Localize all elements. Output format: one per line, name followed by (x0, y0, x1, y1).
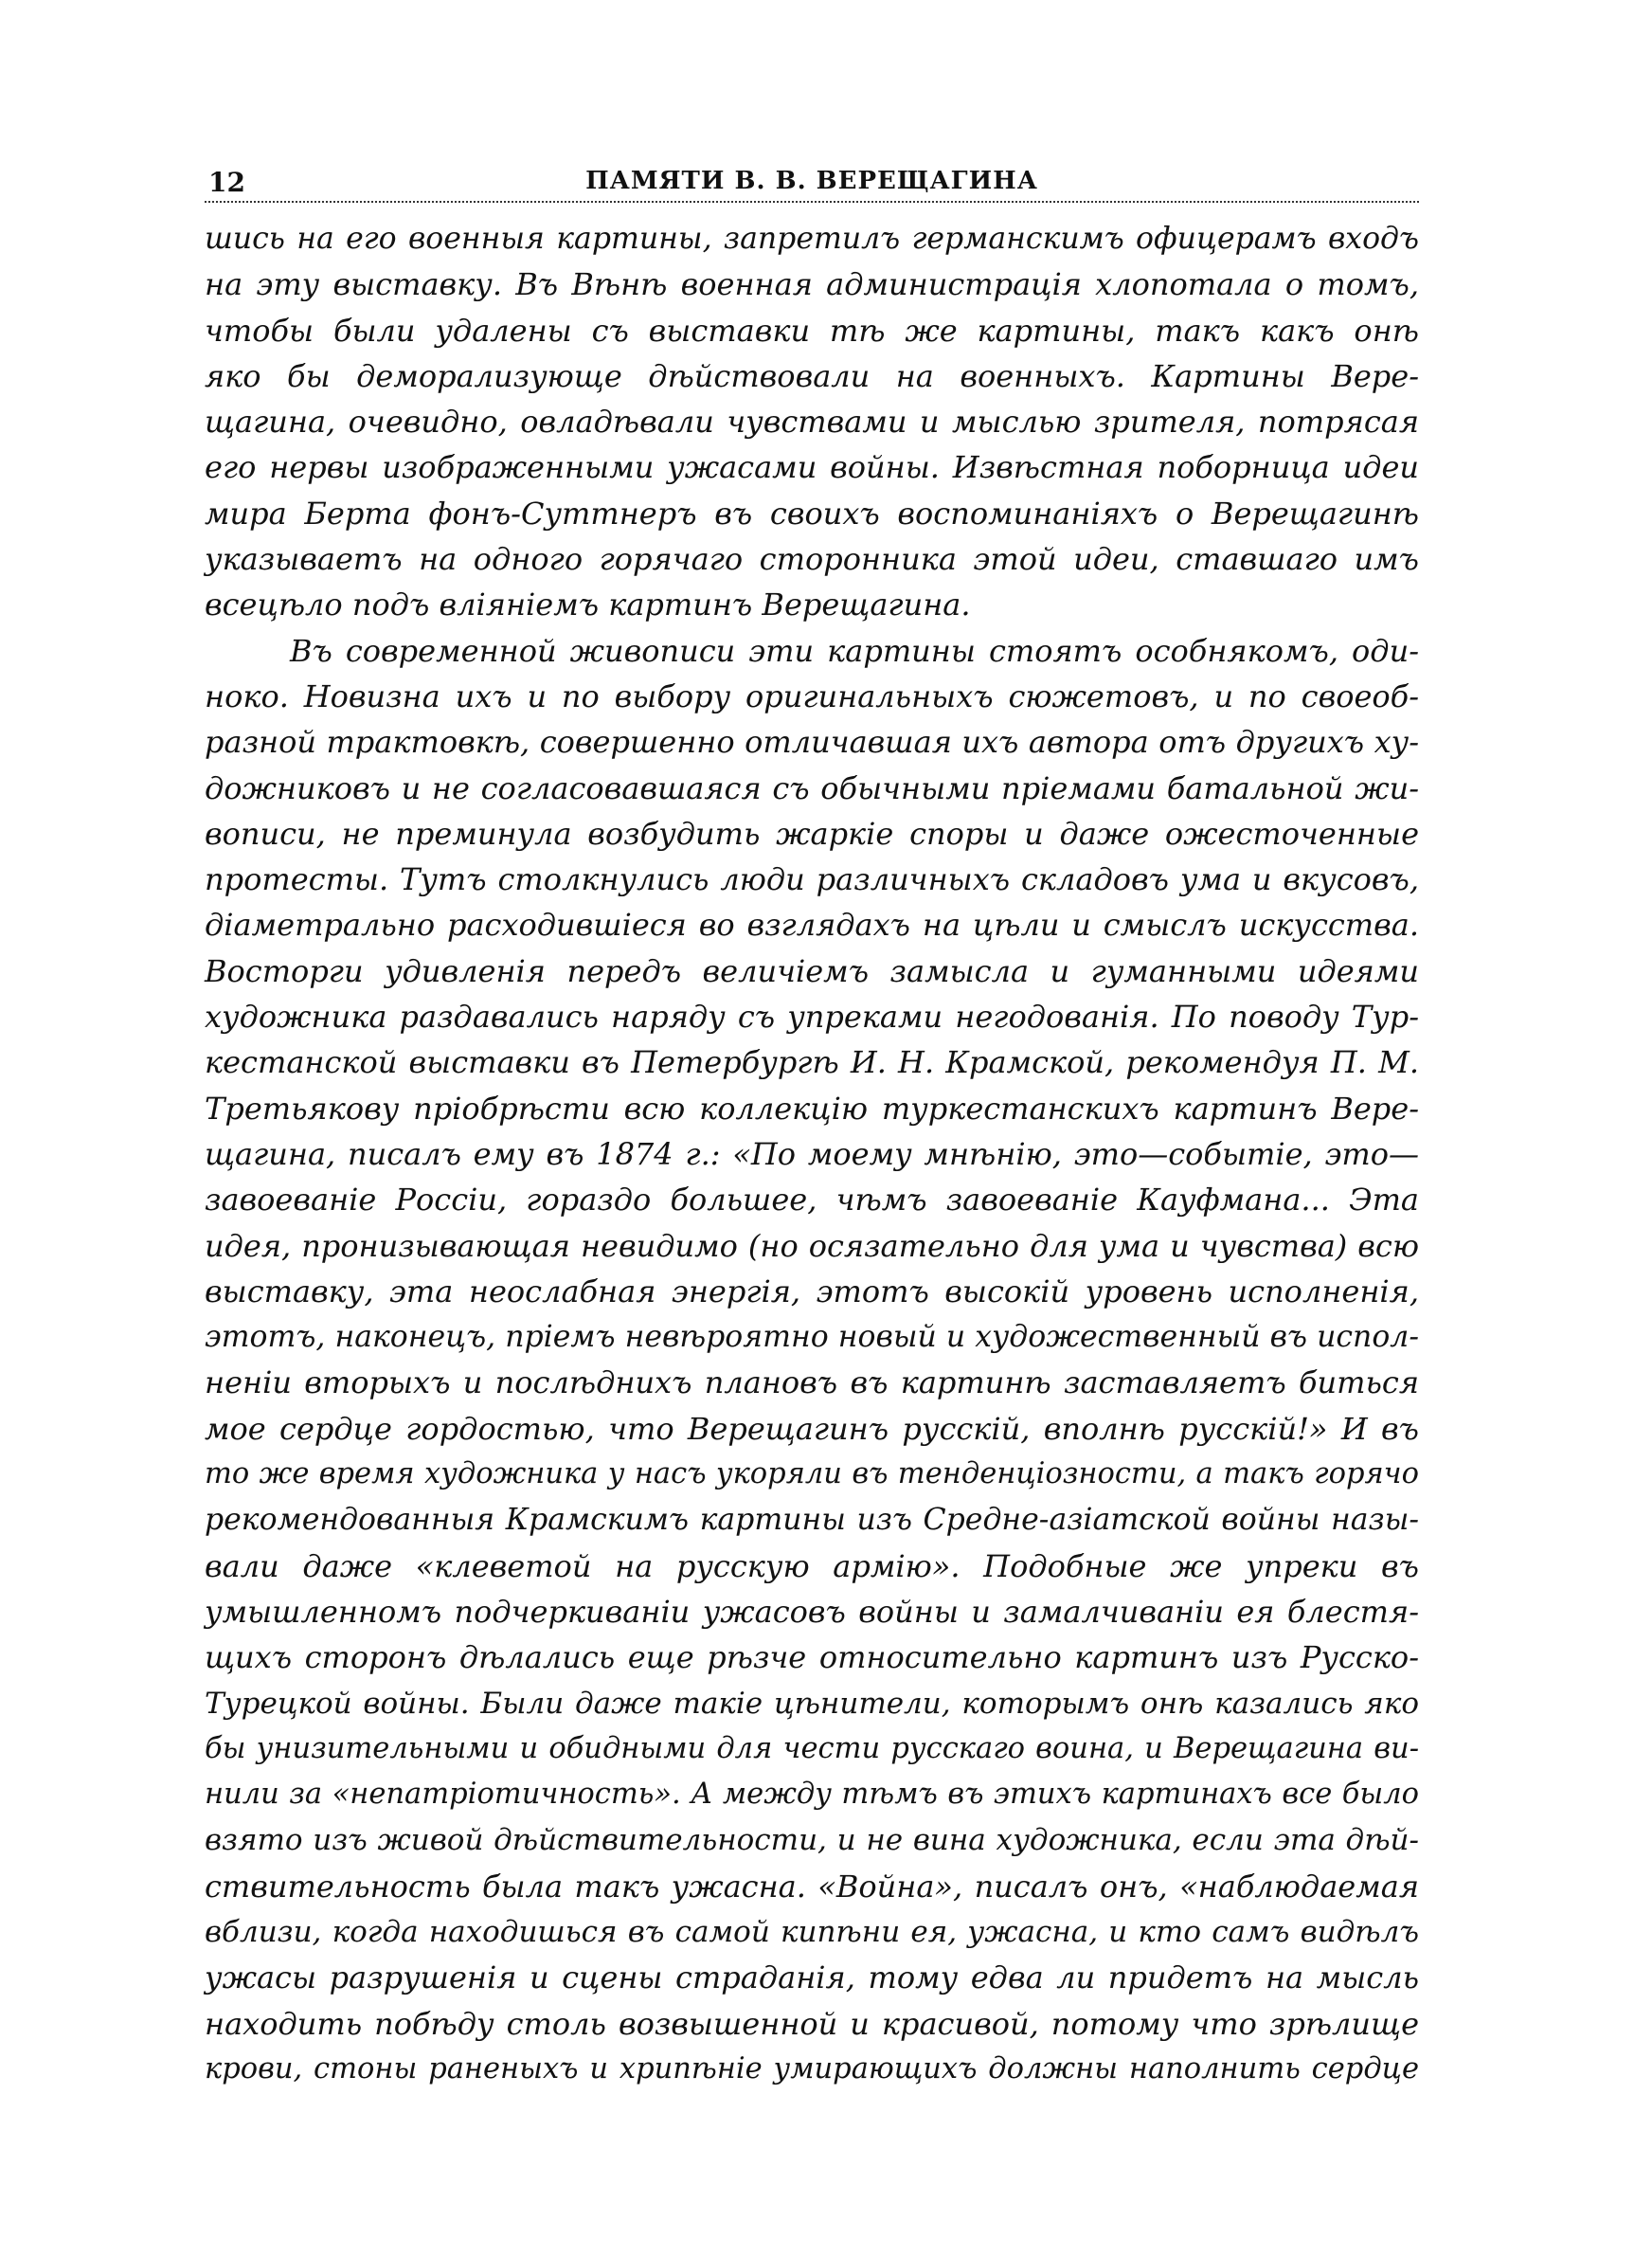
running-title: ПАМЯТИ В. В. ВЕРЕЩАГИНА (585, 167, 1038, 195)
text-line: шись на его военныя картины, запретилъ германскимъ офицерамъ входъ (205, 222, 1419, 256)
text-line: яко бы деморализующе дѣйствовали на военныхъ. Картины Вере- (205, 357, 1419, 394)
text-line: взято изъ живой дѣйствительности, и не вина художника, если эта дѣй- (205, 1823, 1419, 1858)
body-text (205, 216, 1419, 2092)
text-line: всецѣло подъ вліяніемъ картинъ Верещагина. (205, 587, 971, 623)
text-line: Третьякову пріобрѣсти всю коллекцію туркестанскихъ картинъ Вере- (205, 1090, 1419, 1127)
header-rule (205, 201, 1419, 203)
text-line: мира Берта фонъ-Суттнеръ въ своихъ воспоминаніяхъ о Верещагинѣ (205, 495, 1419, 532)
text-line: выставку, эта неослабная энергія, этотъ высокій уровень исполненія, (205, 1273, 1419, 1309)
text-line: вописи, не преминула возбудить жаркіе споры и даже ожесточенные (205, 815, 1419, 852)
text-line: умышленномъ подчеркиваніи ужасовъ войны и замалчиваніи ея блестя- (205, 1593, 1419, 1630)
page-header (205, 163, 1419, 201)
text-line: то же время художника у насъ укоряли въ тенденціозности, а такъ горячо (205, 1457, 1419, 1491)
text-line: крови, стоны раненыхъ и хрипѣніе умирающихъ должны наполнить сердце (205, 2051, 1419, 2085)
text-line: щихъ сторонъ дѣлались еще рѣзче относительно картинъ изъ Русско- (205, 1639, 1419, 1676)
text-line: вали даже «клеветой на русскую армію». Подобные же упреки въ (205, 1547, 1419, 1584)
text-line: Турецкой войны. Были даже такіе цѣнители, которымъ онѣ казались яко (205, 1686, 1419, 1721)
text-line: Восторги удивленія передъ величіемъ замысла и гуманными идеями (205, 952, 1419, 989)
text-line: находить побѣду столь возвышенной и красивой, потому что зрѣлище (205, 2005, 1419, 2042)
text-line: неніи вторыхъ и послѣднихъ плановъ въ картинѣ заставляетъ биться (205, 1364, 1419, 1401)
text-line: завоеваніе Россіи, гораздо большее, чѣмъ завоеваніе Кауфмана... Эта (205, 1182, 1419, 1219)
text-line: ужасы разрушенія и сцены страданія, тому едва ли придетъ на мысль (205, 1959, 1419, 1996)
text-line: діаметрально расходившіеся во взглядахъ на цѣли и смыслъ искусства. (205, 907, 1419, 944)
text-line: чтобы были удалены съ выставки тѣ же картины, такъ какъ онѣ (205, 312, 1419, 349)
text-line: его нервы изображенными ужасами войны. Извѣстная поборница идеи (205, 449, 1419, 486)
text-line: бы унизительными и обидными для чести русскаго воина, и Верещагина ви- (205, 1731, 1419, 1765)
text-line: ноко. Новизна ихъ и по выбору оригинальныхъ сюжетовъ, и по своеоб- (205, 677, 1419, 714)
text-line: нили за «непатріотичность». А между тѣмъ въ этихъ картинахъ все было (205, 1778, 1419, 1812)
text-line: ствительность была такъ ужасна. «Война», писалъ онъ, «наблюдаемая (205, 1868, 1419, 1905)
text-line: вблизи, когда находишься въ самой кипѣни ея, ужасна, и кто самъ видѣлъ (205, 1914, 1419, 1949)
paragraph-first-line: Въ современной живописи эти картины стоятъ особнякомъ, оди- (290, 632, 1419, 669)
text-line: указываетъ на одного горячаго сторонника этой идеи, ставшаго имъ (205, 541, 1419, 578)
page-number: 12 (208, 167, 245, 198)
text-line: на эту выставку. Въ Вѣнѣ военная администрація хлопотала о томъ, (205, 266, 1419, 303)
text-line: разной трактовкѣ, совершенно отличавшая ихъ автора отъ другихъ ху- (205, 724, 1419, 761)
text-line: мое сердце гордостью, что Верещагинъ русскій, вполнѣ русскій!» И въ (205, 1410, 1419, 1447)
text-line: художника раздавались наряду съ упреками негодованія. По поводу Тур- (205, 999, 1419, 1036)
text-line: щагина, писалъ ему въ 1874 г.: «По моему мнѣнію, это—событіе, это— (205, 1135, 1419, 1172)
text-line: протесты. Тутъ столкнулись люди различныхъ складовъ ума и вкусовъ, (205, 861, 1419, 898)
text-line: кестанской выставки въ Петербургѣ И. Н. Крамской, рекомендуя П. М. (205, 1044, 1419, 1081)
text-line: дожниковъ и не согласовавшаяся съ обычными пріемами батальной жи- (205, 769, 1419, 806)
text-line: рекомендованныя Крамскимъ картины изъ Средне-азіатской войны назы- (205, 1503, 1419, 1538)
text-line: щагина, очевидно, овладѣвали чувствами и мыслью зрителя, потрясая (205, 404, 1419, 441)
text-line: этотъ, наконецъ, пріемъ невѣроятно новый и художественный въ испол- (205, 1320, 1419, 1355)
text-line: идея, пронизывающая невидимо (но осязательно для ума и чувства) всю (205, 1227, 1419, 1264)
